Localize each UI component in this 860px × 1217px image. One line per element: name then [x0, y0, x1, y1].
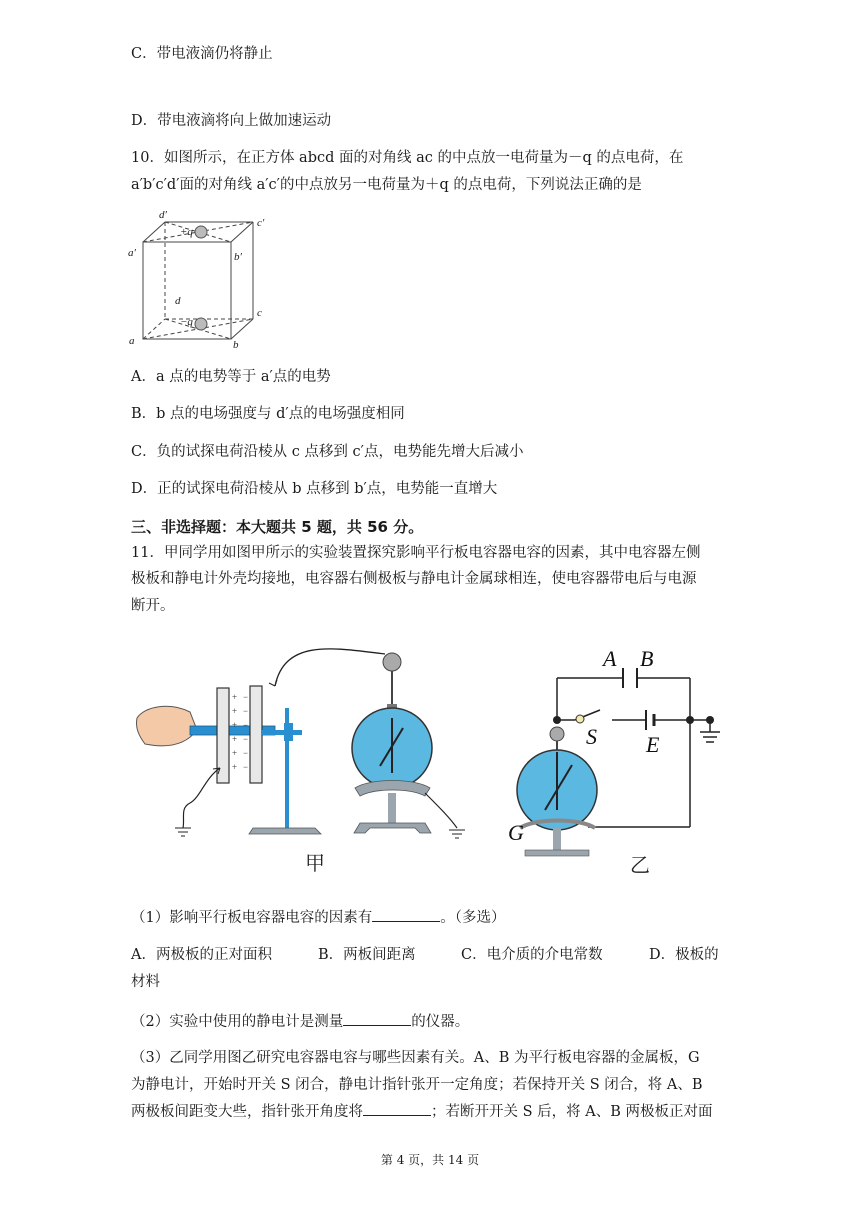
svg-text:−: − [243, 748, 249, 758]
q11-option-d: D．极板的 [649, 947, 719, 963]
svg-text:−: − [243, 720, 249, 730]
svg-text:−: − [243, 692, 249, 702]
cube-figure [125, 206, 275, 352]
label-minus-q: −q [180, 316, 193, 328]
q10-option-a: A．a 点的电势等于 a′点的电势 [131, 369, 331, 385]
label-c-prime: c′ [257, 217, 265, 229]
right-plate [250, 686, 262, 783]
q9-option-d: D．带电液滴将向上做加速运动 [131, 113, 332, 129]
label-jia: 甲 [305, 853, 325, 875]
q11-stem-line2: 极板和静电计外壳均接地，电容器右侧极板与静电计金属球相连，使电容器带电后与电源 [131, 571, 697, 587]
q10-stem-line2: a′b′c′d′面的对角线 a′c′的中点放另一电荷量为＋q 的点电荷，下列说法正确的是 [131, 177, 642, 193]
q10-option-b: B．b 点的电场强度与 d′点的电场强度相同 [131, 406, 405, 422]
q11-stem-line1: 11．甲同学用如图甲所示的实验装置探究影响平行板电容器电容的因素，其中电容器左侧 [131, 545, 701, 561]
label-b: b [233, 339, 239, 351]
q11-option-c: C．电介质的介电常数 [461, 947, 603, 963]
svg-text:−: − [243, 734, 249, 744]
page-footer: 第 4 页，共 14 页 [380, 1153, 480, 1167]
svg-text:+: + [232, 706, 238, 716]
label-S: S [586, 724, 597, 749]
part3-text-post: ；若断开开关 S 后，将 A、B 两极板正对面 [431, 1104, 713, 1120]
label-c: c [257, 307, 262, 319]
label-E: E [646, 732, 660, 757]
electroscope-ball [383, 653, 401, 671]
label-A: A [603, 646, 617, 671]
svg-text:+: + [232, 762, 238, 772]
answer-blank-3[interactable] [363, 1101, 431, 1116]
label-d-prime: d′ [159, 209, 167, 221]
label-G: G [508, 820, 524, 845]
svg-text:−: − [243, 762, 249, 772]
q11-option-b: B．两板间距离 [318, 947, 416, 963]
q11-part1 [131, 907, 505, 928]
label-a: a [129, 335, 135, 347]
label-yi: 乙 [630, 855, 650, 877]
label-a-prime: a′ [128, 247, 136, 259]
q11-stem-line3: 断开。 [131, 598, 175, 614]
q11-part2 [131, 1011, 469, 1032]
svg-text:+: + [232, 748, 238, 758]
figure-jia [135, 638, 480, 883]
q11-option-d-cont: 材料 [131, 974, 160, 990]
section-heading: 三、非选择题：本大题共 5 题，共 56 分。 [131, 518, 424, 536]
q10-option-c: C．负的试探电荷沿棱从 c 点移到 c′点，电势能先增大后减小 [131, 444, 524, 460]
svg-text:+: + [232, 720, 238, 730]
part2-text-pre: （2）实验中使用的静电计是测量 [131, 1014, 344, 1030]
q11-part1-options [131, 945, 731, 965]
q11-part3-line1: （3）乙同学用图乙研究电容器电容与哪些因素有关。A、B 为平行板电容器的金属板，G [131, 1050, 700, 1066]
part1-text-pre: （1）影响平行板电容器电容的因素有 [131, 910, 373, 926]
label-plus-q: +q [180, 226, 193, 238]
q9-option-c: C．带电液滴仍将静止 [131, 46, 273, 62]
svg-text:−: − [243, 706, 249, 716]
part2-text-post: 的仪器。 [411, 1014, 470, 1030]
label-d: d [175, 295, 181, 307]
label-B: B [640, 646, 654, 671]
svg-text:+: + [232, 692, 238, 702]
negative-charge [195, 318, 207, 330]
answer-blank-1[interactable] [372, 907, 440, 922]
svg-text:+: + [232, 734, 238, 744]
q10-option-d: D．正的试探电荷沿棱从 b 点移到 b′点，电势能一直增大 [131, 481, 498, 497]
figure-yi [500, 640, 730, 885]
answer-blank-2[interactable] [343, 1011, 411, 1026]
q11-option-a: A．两极板的正对面积 [131, 947, 272, 963]
label-b-prime: b′ [234, 251, 242, 263]
positive-charge [195, 226, 207, 238]
q10-stem-line1: 10．如图所示，在正方体 abcd 面的对角线 ac 的中点放一电荷量为－q 的点电荷，在 [131, 150, 684, 166]
q11-part3-line2: 为静电计，开始时开关 S 闭合，静电计指针张开一定角度；若保持开关 S 闭合，将 A、B [131, 1077, 703, 1093]
part3-text-pre: 两极板间距变大些，指针张开角度将 [131, 1104, 363, 1120]
part1-text-post: 。（多选） [440, 910, 506, 926]
q11-part3-line3 [131, 1101, 713, 1122]
